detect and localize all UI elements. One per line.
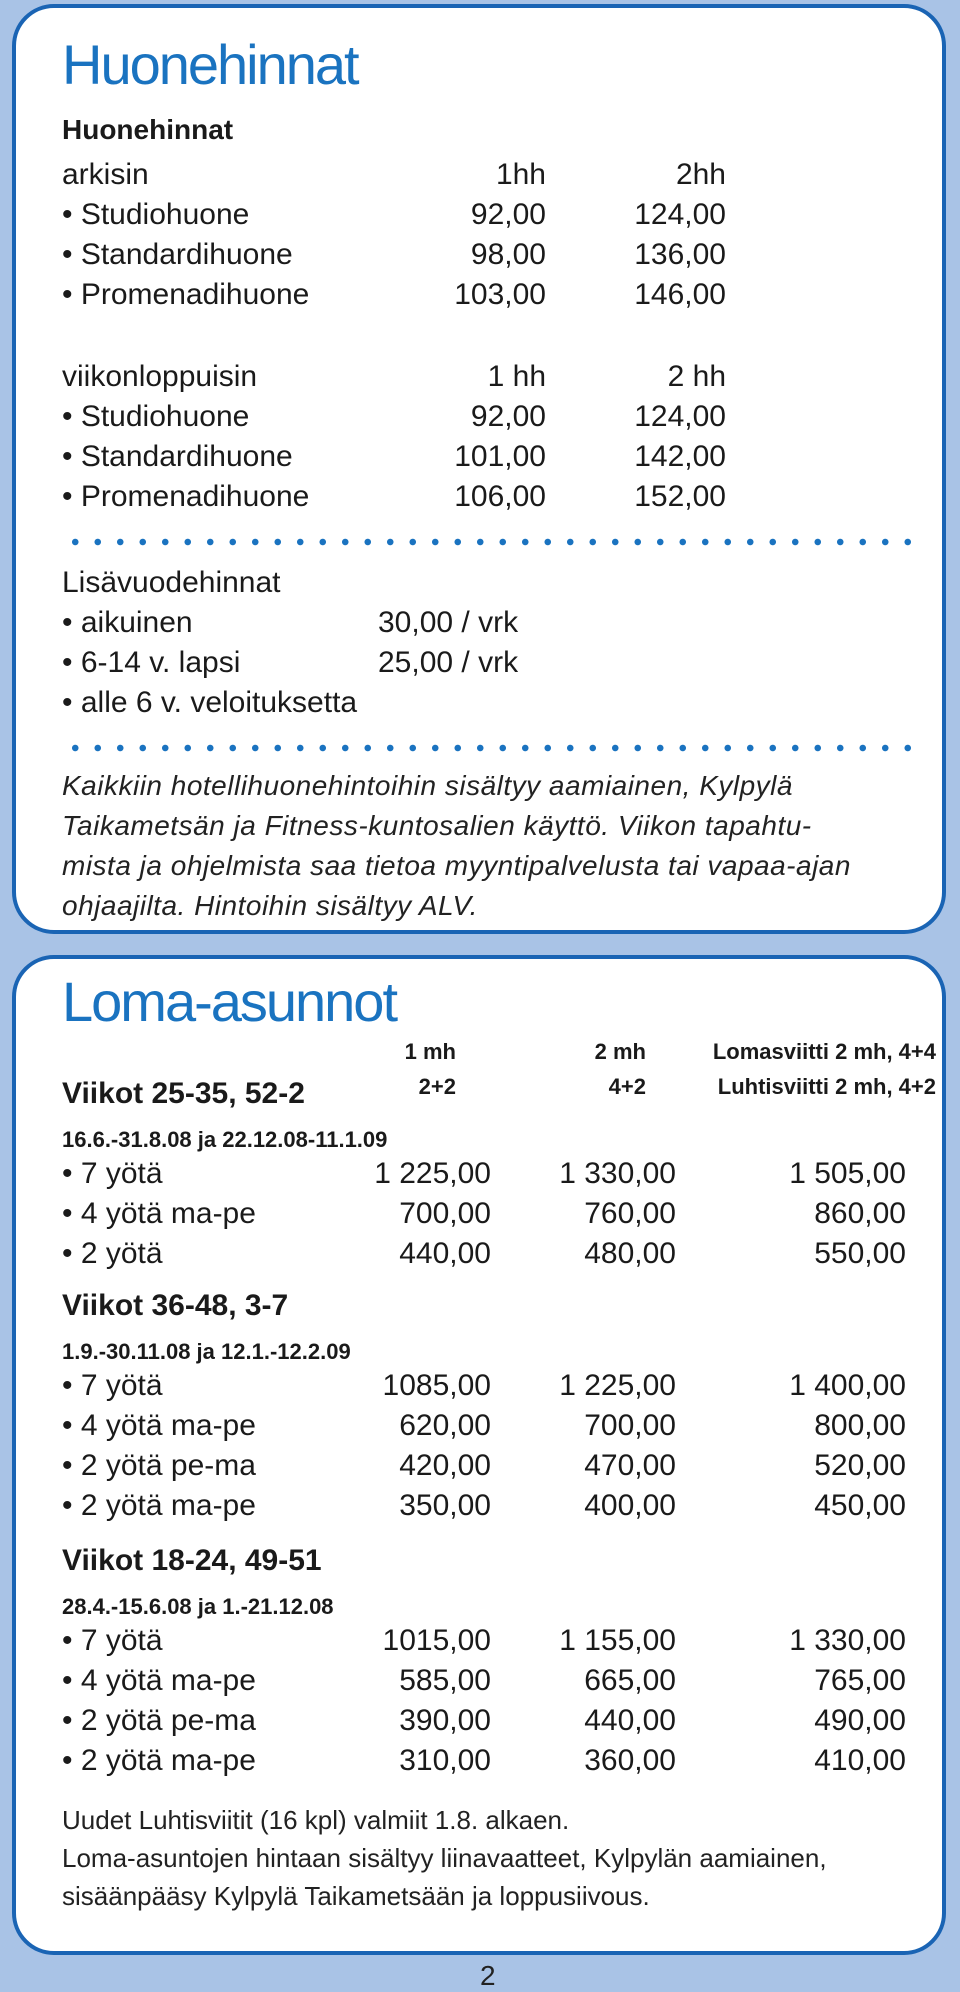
price-2hh: 142,00	[634, 440, 726, 473]
price-2hh: 124,00	[634, 198, 726, 231]
price-2hh: 146,00	[634, 278, 726, 311]
price-col1: 390,00	[399, 1704, 491, 1737]
stay-length: • 2 yötä ma-pe	[62, 1744, 256, 1777]
col-1hh-header: 1hh	[495, 158, 546, 191]
price-col3: 450,00	[814, 1489, 906, 1522]
price-col1: 420,00	[399, 1449, 491, 1482]
price-col2: 760,00	[584, 1197, 676, 1230]
stay-length: • 2 yötä	[62, 1237, 163, 1270]
footer-line: Loma-asuntojen hintaan sisältyy liinavaatteet, Kylpylän aamiainen,	[62, 1843, 827, 1873]
footer-line: sisäänpääsy Kylpylä Taikametsään ja loppusiivous.	[62, 1881, 650, 1911]
price-col3: 765,00	[814, 1664, 906, 1697]
price-1hh: 103,00	[454, 278, 546, 311]
stay-length: • 2 yötä ma-pe	[62, 1489, 256, 1522]
room-name: • Promenadihuone	[62, 480, 310, 513]
note-line: ohjaajilta. Hintoihin sisältyy ALV.	[62, 890, 478, 921]
stay-length: • 4 yötä ma-pe	[62, 1409, 256, 1442]
period-dates: 28.4.-15.6.08 ja 1.-21.12.08	[62, 1594, 334, 1619]
price-2hh: 124,00	[634, 400, 726, 433]
extra-bed-price: 25,00 / vrk	[378, 646, 519, 679]
weekday-label: arkisin	[62, 158, 149, 191]
room-name: • Promenadihuone	[62, 278, 310, 311]
price-col2: 700,00	[584, 1409, 676, 1442]
section-title: Loma-asunnot	[62, 970, 397, 1033]
price-1hh: 92,00	[470, 198, 546, 231]
room-name: • Studiohuone	[62, 400, 250, 433]
stay-length: • 4 yötä ma-pe	[62, 1664, 256, 1697]
page-number: 2	[480, 1960, 496, 1991]
price-col1: 585,00	[399, 1664, 491, 1697]
price-col2: 665,00	[584, 1664, 676, 1697]
price-col1: 620,00	[399, 1409, 491, 1442]
extra-bed-type: • aikuinen	[62, 606, 193, 639]
holiday-apartments-panel	[12, 955, 946, 1955]
stay-length: • 7 yötä	[62, 1369, 163, 1402]
price-col3: 1 400,00	[789, 1369, 906, 1402]
price-col1: 1085,00	[382, 1369, 491, 1402]
price-col2: 1 225,00	[559, 1369, 676, 1402]
period-dates: 16.6.-31.8.08 ja 22.12.08-11.1.09	[62, 1127, 388, 1152]
col1-header-bottom: 2+2	[418, 1074, 456, 1099]
price-2hh: 152,00	[634, 480, 726, 513]
extra-bed-price: 30,00 / vrk	[378, 606, 519, 639]
price-col2: 1 330,00	[559, 1157, 676, 1190]
price-col3: 1 330,00	[789, 1624, 906, 1657]
price-col1: 350,00	[399, 1489, 491, 1522]
section-subheading: Huonehinnat	[62, 114, 234, 145]
extra-beds-label: Lisävuodehinnat	[62, 566, 281, 599]
note-line: Kaikkiin hotellihuonehintoihin sisältyy aamiainen, Kylpylä	[62, 770, 793, 801]
col3-header-top: Lomasviitti 2 mh, 4+4	[712, 1039, 936, 1064]
col-1hh-header: 1 hh	[487, 360, 546, 393]
period-heading: Viikot 36-48, 3-7	[62, 1289, 289, 1322]
price-col2: 440,00	[584, 1704, 676, 1737]
price-1hh: 98,00	[470, 238, 546, 271]
price-col3: 860,00	[814, 1197, 906, 1230]
col-2hh-header: 2 hh	[667, 360, 726, 393]
period-dates: 1.9.-30.11.08 ja 12.1.-12.2.09	[62, 1339, 351, 1364]
stay-length: • 7 yötä	[62, 1624, 163, 1657]
stay-length: • 7 yötä	[62, 1157, 163, 1190]
col-2hh-header: 2hh	[675, 158, 726, 191]
price-col3: 410,00	[814, 1744, 906, 1777]
room-name: • Standardihuone	[62, 238, 293, 271]
included-services-note	[62, 766, 851, 926]
weekend-label: viikonloppuisin	[62, 360, 258, 393]
price-col1: 310,00	[399, 1744, 491, 1777]
stay-length: • 2 yötä pe-ma	[62, 1704, 256, 1737]
price-2hh: 136,00	[634, 238, 726, 271]
extra-bed-type: • 6-14 v. lapsi	[62, 646, 241, 679]
price-1hh: 101,00	[454, 440, 546, 473]
dotted-divider	[64, 538, 914, 546]
note-line: mista ja ohjelmista saa tietoa myyntipalvelusta tai vapaa-ajan	[62, 850, 851, 881]
price-col3: 1 505,00	[789, 1157, 906, 1190]
stay-length: • 4 yötä ma-pe	[62, 1197, 256, 1230]
stay-length: • 2 yötä pe-ma	[62, 1449, 256, 1482]
room-prices-panel	[12, 4, 946, 934]
price-col3: 800,00	[814, 1409, 906, 1442]
price-col3: 490,00	[814, 1704, 906, 1737]
price-col2: 470,00	[584, 1449, 676, 1482]
period-heading: Viikot 25-35, 52-2	[62, 1077, 305, 1110]
apartment-notes	[62, 1801, 827, 1915]
col3-header-bottom: Luhtisviitti 2 mh, 4+2	[717, 1074, 936, 1099]
price-col1: 440,00	[399, 1237, 491, 1270]
price-1hh: 92,00	[470, 400, 546, 433]
dotted-divider	[64, 744, 914, 752]
extra-bed-type: • alle 6 v. veloituksetta	[62, 686, 358, 719]
price-col2: 360,00	[584, 1744, 676, 1777]
price-col3: 520,00	[814, 1449, 906, 1482]
price-col2: 480,00	[584, 1237, 676, 1270]
period-heading: Viikot 18-24, 49-51	[62, 1544, 322, 1577]
price-col3: 550,00	[814, 1237, 906, 1270]
footer-line: Uudet Luhtisviitit (16 kpl) valmiit 1.8. alkaen.	[62, 1805, 570, 1835]
col2-header-bottom: 4+2	[608, 1074, 646, 1099]
price-col1: 1 225,00	[374, 1157, 491, 1190]
price-col2: 1 155,00	[559, 1624, 676, 1657]
price-col1: 700,00	[399, 1197, 491, 1230]
note-line: Taikametsän ja Fitness-kuntosalien käyttö. Viikon tapahtu-	[62, 810, 812, 841]
room-name: • Standardihuone	[62, 440, 293, 473]
col2-header-top: 2 mh	[594, 1039, 646, 1064]
price-col1: 1015,00	[382, 1624, 491, 1657]
price-col2: 400,00	[584, 1489, 676, 1522]
col1-header-top: 1 mh	[404, 1039, 456, 1064]
price-1hh: 106,00	[454, 480, 546, 513]
room-name: • Studiohuone	[62, 198, 250, 231]
section-title: Huonehinnat	[62, 33, 358, 96]
